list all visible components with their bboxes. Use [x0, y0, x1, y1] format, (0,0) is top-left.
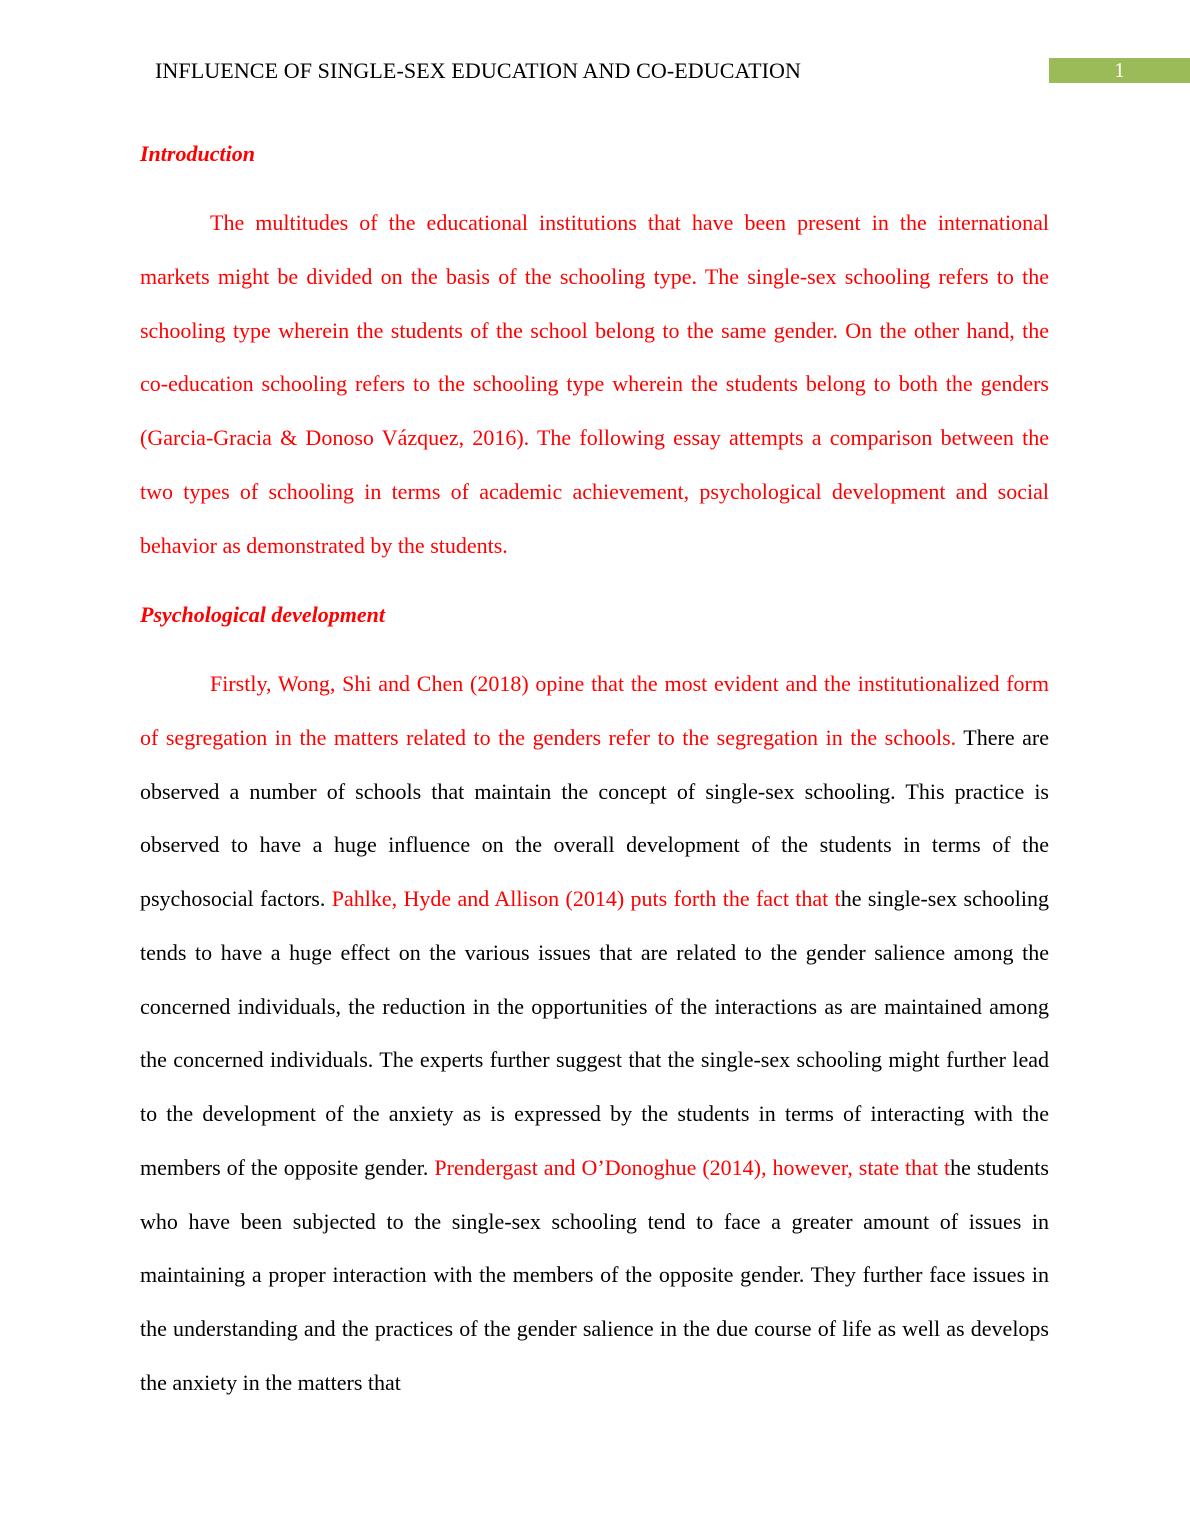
page-number: 1 [1049, 58, 1190, 83]
introduction-paragraph: The multitudes of the educational institutions that have been present in the international markets might be divided on the basis of the schooling type. The single-sex schooling refers to the schooling type wherein the students of the school belong to the same gender. On the other hand, the co-education schooling refers to the schooling type wherein the students belong to both the genders (Garcia-Gracia & Donoso Vázquez, 2016). The following essay attempts a comparison between the two types of schooling in terms of academic achievement, psychological development and social behavior as demonstrated by the students. [140, 210, 1049, 558]
introduction-heading: Introduction [140, 141, 255, 166]
text-run-highlighted: Pahlke, Hyde and Allison (2014) puts forth the fact that t [331, 886, 841, 911]
text-run: he single-sex schooling tends to have a huge effect on the various issues that are related to the gender salience among the concerned individuals, the reduction in the opportunities of the interactions as are maintained among the concerned individuals. The experts further suggest that the single-sex schooling might further lead to the development of the anxiety as is expressed by the students in terms of interacting with the members of the opposite gender. [140, 886, 1050, 1180]
psychological-development-heading: Psychological development [140, 602, 385, 627]
running-head-title: INFLUENCE OF SINGLE-SEX EDUCATION AND CO-EDUCATION [155, 58, 802, 83]
text-run-highlighted: Firstly, Wong, Shi and Chen (2018) opine that the most evident and the institutionalized form of segregation in the matters related to the genders refer to the segregation in the schools. [140, 671, 1049, 750]
psychological-development-paragraph [140, 657, 1049, 1410]
text-run: he students who have been subjected to the single-sex schooling tend to face a greater amount of issues in maintaining a proper interaction with the members of the opposite gender. They further face issues in the understanding and the practices of the gender salience in the due course of life as well as develops the anxiety in the matters that [140, 1154, 1049, 1395]
text-run: There are observed a number of schools that maintain the concept of single-sex schooling. This practice is observed to have a huge influence on the overall development of the students in terms of the psychosocial factors. [140, 724, 1049, 911]
text-run-highlighted: Prendergast and O’Donoghue (2014), however, state that t [434, 1154, 951, 1180]
